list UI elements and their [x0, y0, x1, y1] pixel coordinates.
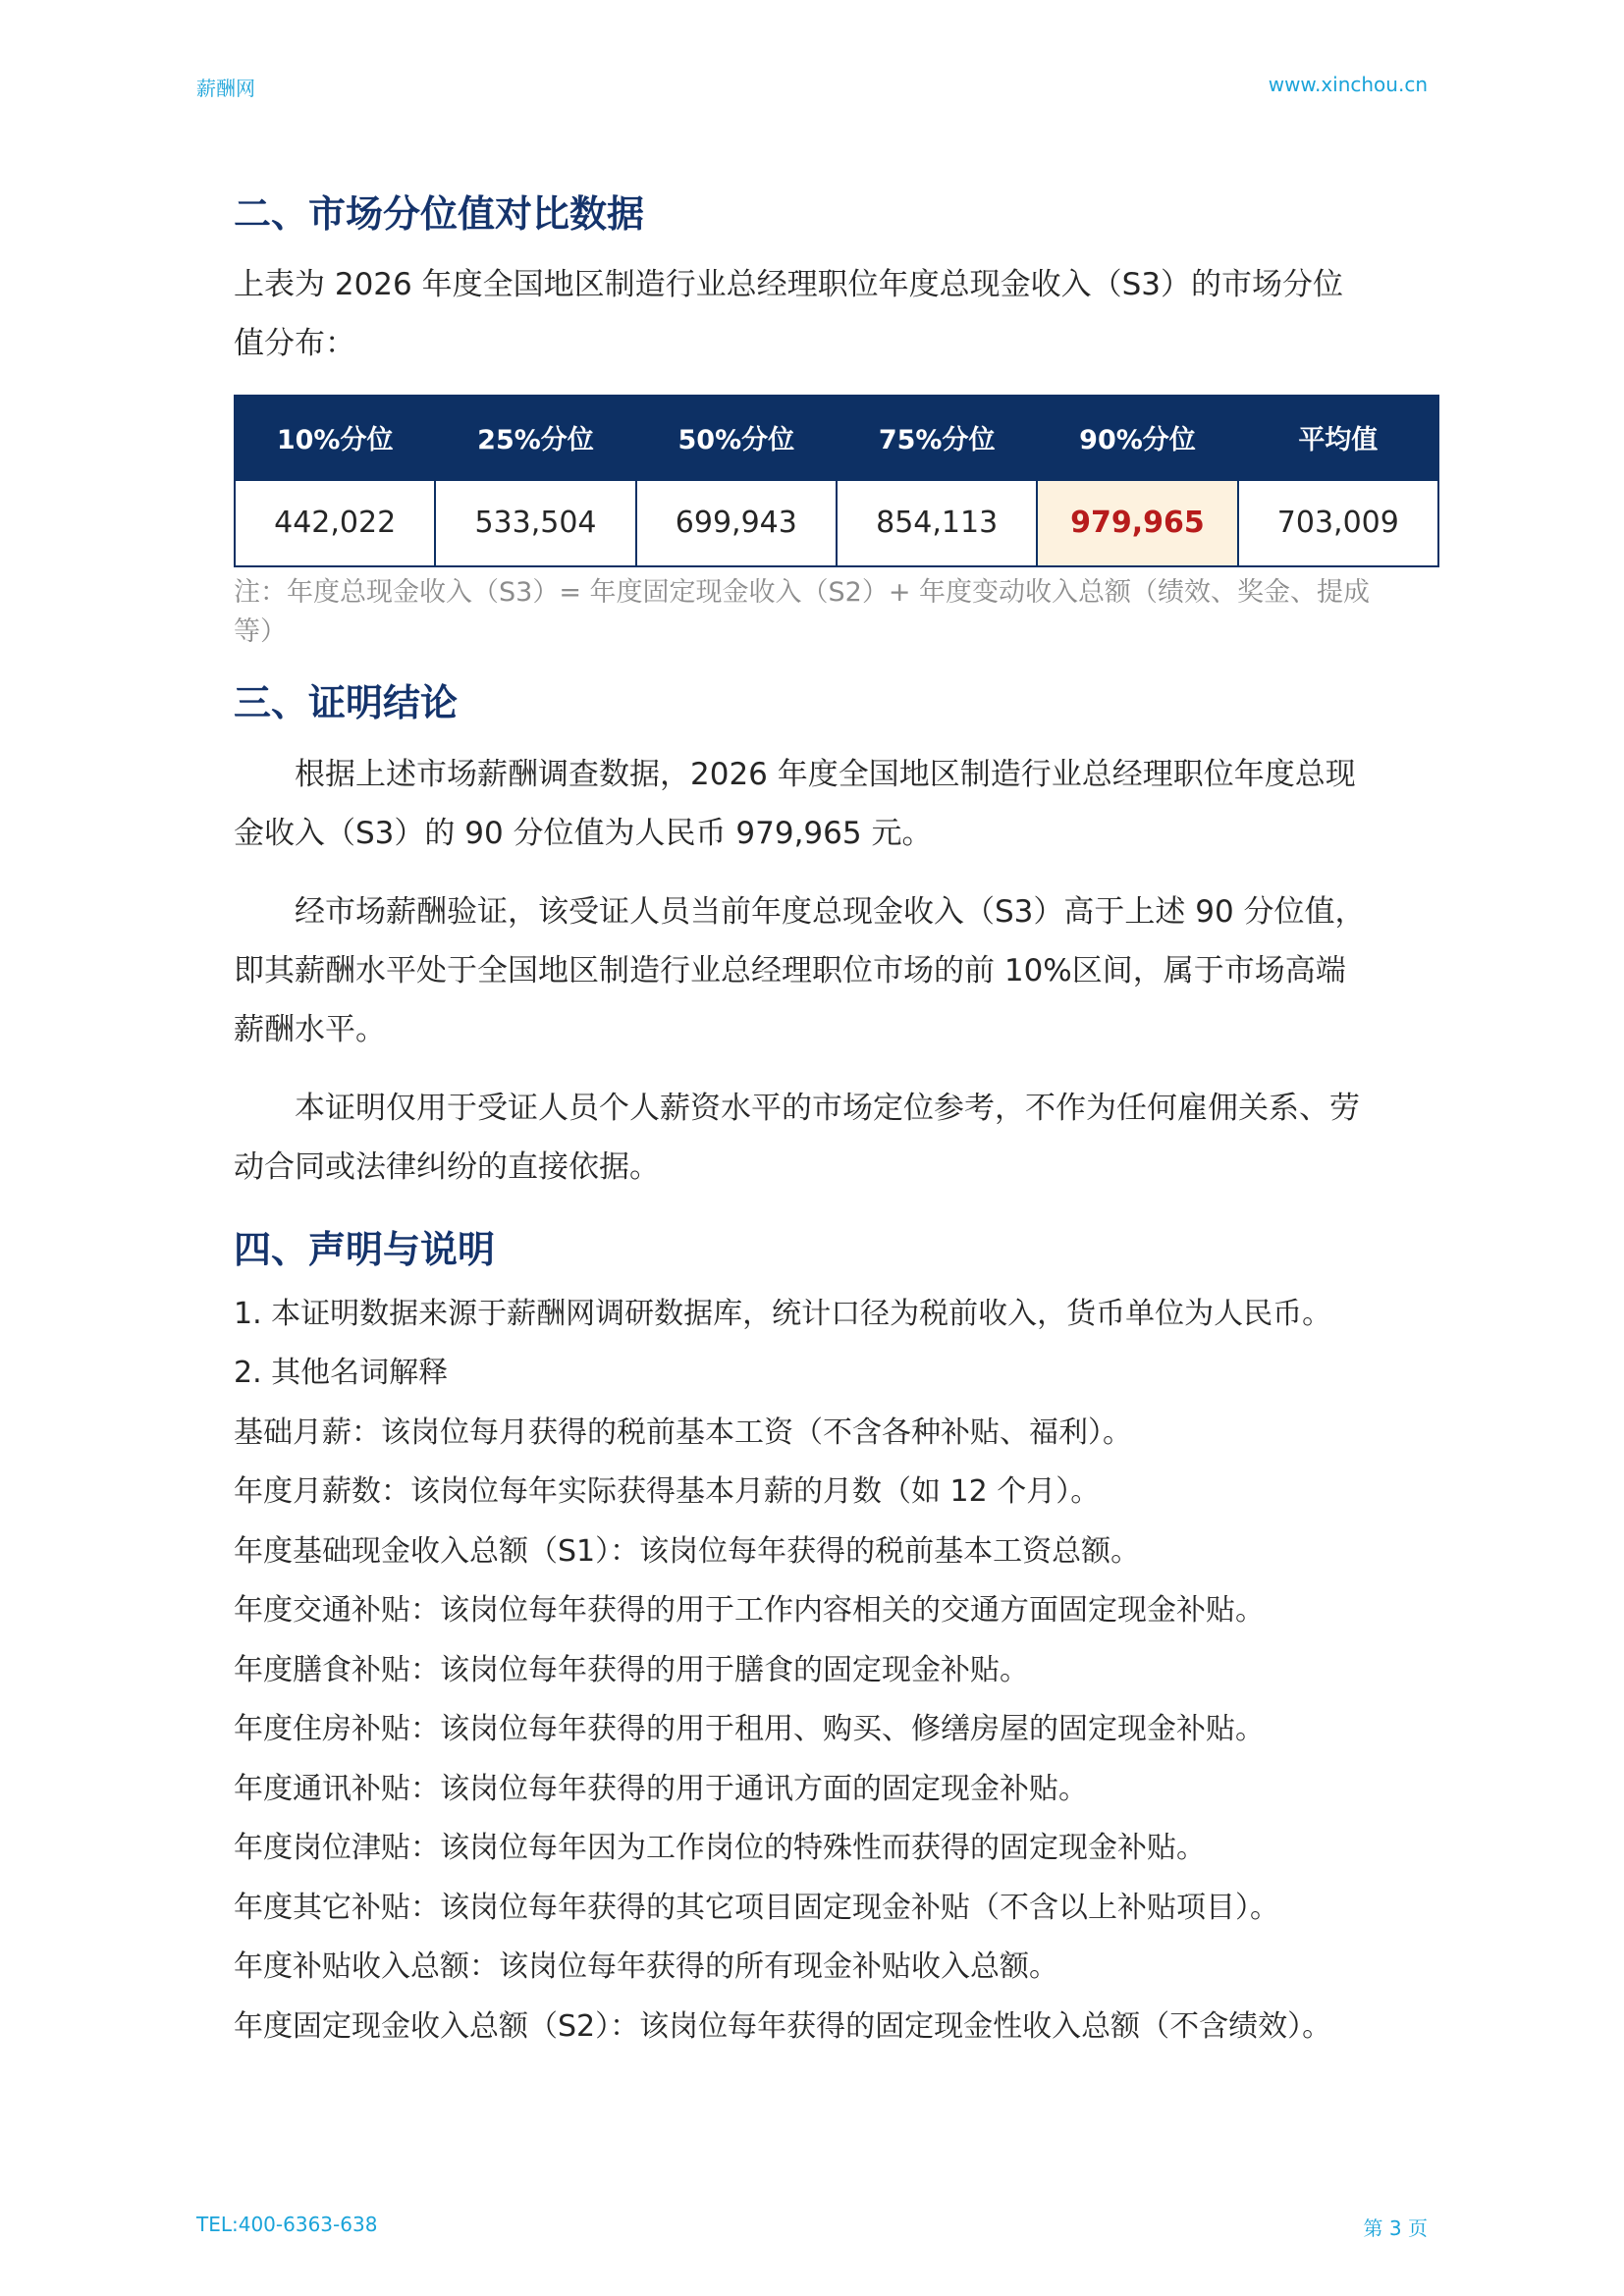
- definition-item: 年度膳食补贴：该岗位每年获得的用于膳食的固定现金补贴。: [234, 1652, 1029, 1687]
- conclusion-p2-line-1: 经市场薪酬验证，该受证人员当前年度总现金收入（S3）高于上述 90 分位值，: [295, 894, 1366, 931]
- section-2-intro-line-2: 值分布：: [234, 325, 355, 361]
- conclusion-p1-line-2: 金收入（S3）的 90 分位值为人民币 979,965 元。: [234, 816, 933, 852]
- brand-name: 薪酬网: [196, 77, 255, 100]
- definition-item: 年度月薪数：该岗位每年实际获得基本月薪的月数（如 12 个月）。: [234, 1474, 1101, 1510]
- percentile-table-header-row: [235, 396, 1438, 480]
- section-3-title: 三、证明结论: [234, 680, 459, 724]
- percentile-table-value-row: [235, 480, 1438, 566]
- header-p75: 75%分位: [837, 396, 1037, 480]
- header-p25: 25%分位: [435, 396, 635, 480]
- page-number: 第 3 页: [1363, 2216, 1428, 2240]
- definition-item: 年度交通补贴：该岗位每年获得的用于工作内容相关的交通方面固定现金补贴。: [234, 1593, 1265, 1629]
- percentile-table: [234, 395, 1439, 567]
- site-url[interactable]: www.xinchou.cn: [1268, 73, 1428, 96]
- definition-item: 年度其它补贴：该岗位每年获得的其它项目固定现金补贴（不含以上补贴项目）。: [234, 1890, 1279, 1925]
- conclusion-p3-line-1: 本证明仅用于受证人员个人薪资水平的市场定位参考，不作为任何雇佣关系、劳: [295, 1091, 1360, 1127]
- conclusion-p2-line-2: 即其薪酬水平处于全国地区制造行业总经理职位市场的前 10%区间，属于市场高端: [234, 953, 1346, 989]
- conclusion-paragraph-2: [234, 882, 1439, 1059]
- footer-phone: TEL:400-6363-638: [196, 2213, 378, 2236]
- value-p25: 533,504: [435, 480, 635, 566]
- section-2-intro-line-1: 上表为 2026 年度全国地区制造行业总经理职位年度总现金收入（S3）的市场分位: [234, 266, 1343, 302]
- definition-item: 年度通讯补贴：该岗位每年获得的用于通讯方面的固定现金补贴。: [234, 1771, 1088, 1806]
- definition-item: 年度岗位津贴：该岗位每年因为工作岗位的特殊性而获得的固定现金补贴。: [234, 1831, 1206, 1866]
- header-mean: 平均值: [1238, 396, 1438, 480]
- definition-item: 基础月薪：该岗位每月获得的税前基本工资（不含各种补贴、福利）。: [234, 1415, 1132, 1450]
- declaration-item: 1. 本证明数据来源于薪酬网调研数据库，统计口径为税前收入，货币单位为人民币。: [234, 1296, 1332, 1331]
- table-note-line-1: 注：年度总现金收入（S3）= 年度固定现金收入（S2）+ 年度变动收入总额（绩效、奖金、提成: [234, 576, 1371, 608]
- conclusion-p2-line-3: 薪酬水平。: [234, 1012, 386, 1048]
- value-p75: 854,113: [837, 480, 1037, 566]
- document-body: [234, 192, 1439, 2056]
- definition-item: 年度补贴收入总额：该岗位每年获得的所有现金补贴收入总额。: [234, 1949, 1058, 1985]
- value-p90-highlight: 979,965: [1037, 480, 1237, 566]
- definition-item: 年度基础现金收入总额（S1）：该岗位每年获得的税前基本工资总额。: [234, 1533, 1141, 1569]
- value-p50: 699,943: [636, 480, 837, 566]
- header-p10: 10%分位: [235, 396, 435, 480]
- section-4-title: 四、声明与说明: [234, 1228, 496, 1272]
- header-p50: 50%分位: [636, 396, 837, 480]
- header-p90: 90%分位: [1037, 396, 1237, 480]
- conclusion-p3-line-2: 动合同或法律纠纷的直接依据。: [234, 1149, 660, 1186]
- section-2-title: 二、市场分位值对比数据: [234, 192, 645, 236]
- conclusion-paragraph-3: [234, 1079, 1439, 1197]
- value-mean: 703,009: [1238, 480, 1438, 566]
- value-p10: 442,022: [235, 480, 435, 566]
- table-note-line-2: 等）: [234, 615, 287, 647]
- declaration-list: [234, 1285, 1439, 2057]
- definition-item: 年度住房补贴：该岗位每年获得的用于租用、购买、修缮房屋的固定现金补贴。: [234, 1712, 1265, 1747]
- conclusion-p1-line-1: 根据上述市场薪酬调查数据，2026 年度全国地区制造行业总经理职位年度总现: [295, 757, 1356, 793]
- conclusion-paragraph-1: [234, 745, 1439, 863]
- declaration-item: 2. 其他名词解释: [234, 1356, 449, 1391]
- definition-item: 年度固定现金收入总额（S2）：该岗位每年获得的固定现金性收入总额（不含绩效）。: [234, 2008, 1332, 2044]
